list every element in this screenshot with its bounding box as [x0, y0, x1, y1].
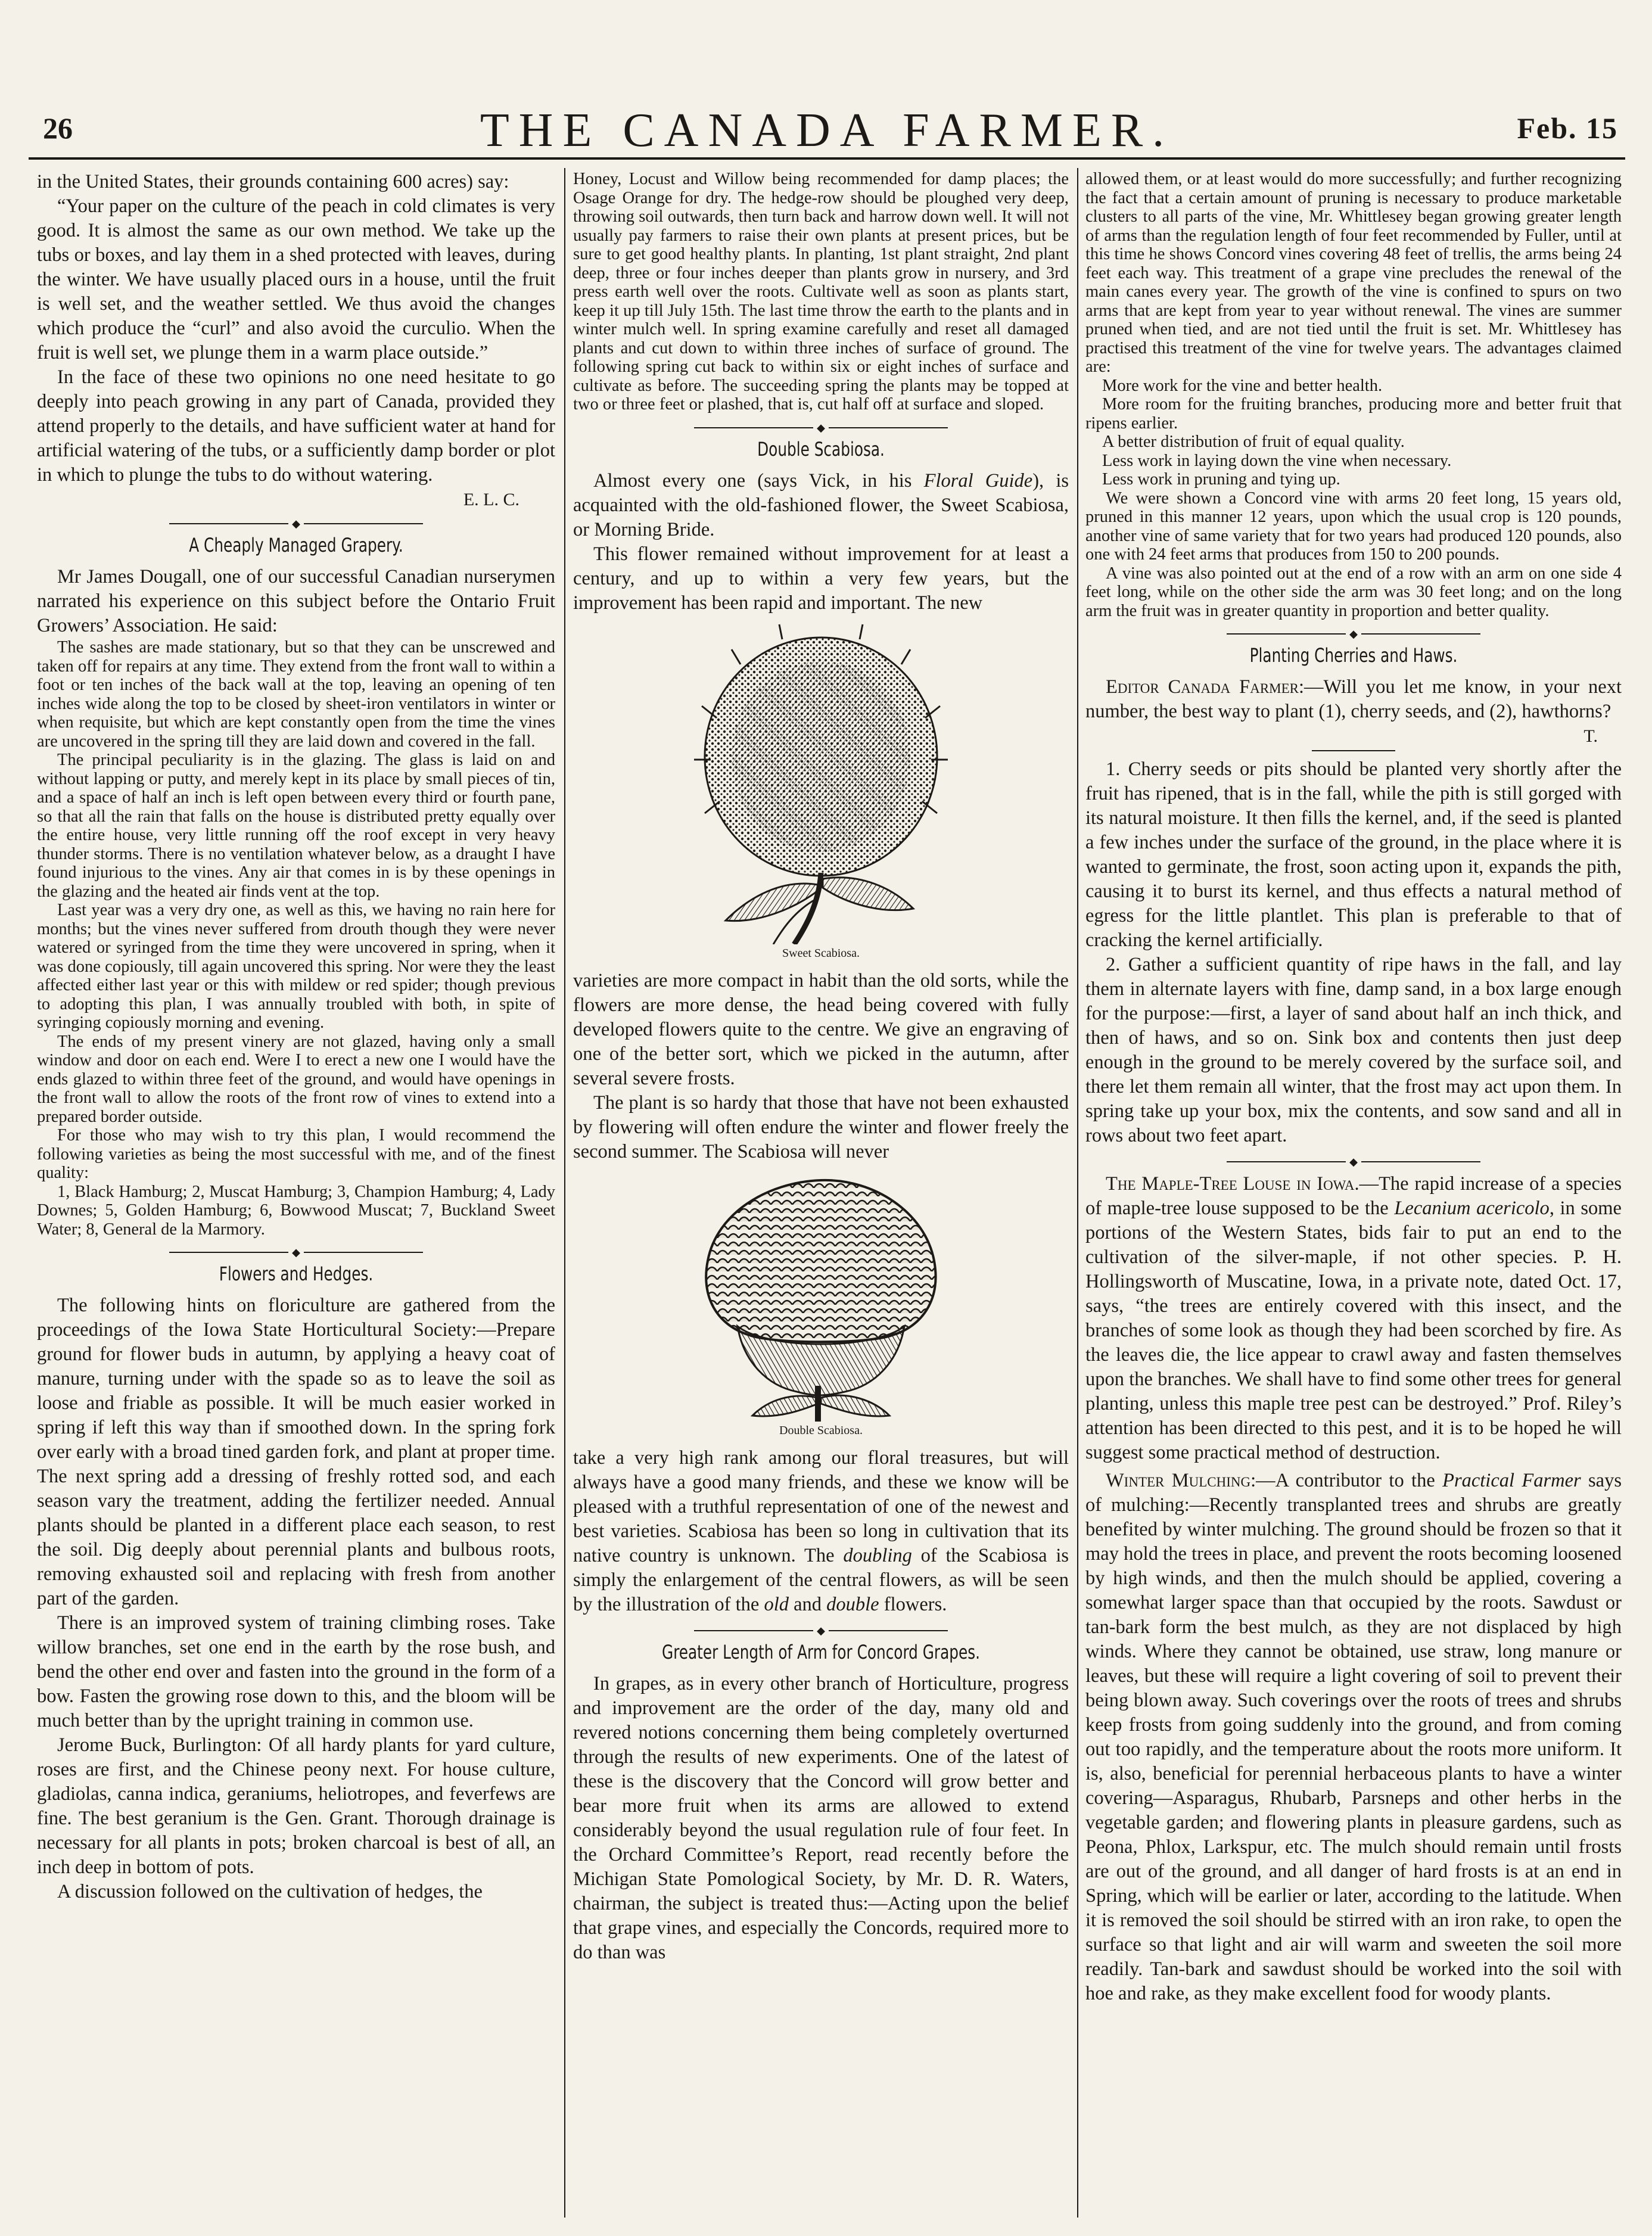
list-item: Less work in laying down the vine when necessary.: [1102, 451, 1452, 470]
separator: ◆: [573, 1628, 1069, 1634]
column-3: [1085, 170, 1622, 2219]
newspaper-title: THE CANADA FARMER.: [480, 104, 1174, 157]
list-item: A better distribution of fruit of equal quality.: [1102, 433, 1405, 451]
list-item: Less work in pruning and tying up.: [1102, 470, 1340, 489]
paragraph: Jerome Buck, Burlington: Of all hardy plants for yard culture, roses are first, and the Chinese peony next. For house culture, gladiolas, canna indica, geraniums, heliotropes, and feverfews are fine. The best geranium is the Gen. Grant. Thorough drainage is necessary for all plants in pots; broken charcoal is best of all, an inch deep in bottom of pots.: [37, 1734, 555, 1878]
paragraph: For those who may wish to try this plan, I would recommend the following varieties as being the most successful with me, and of the finest quality:: [37, 1126, 555, 1182]
paragraph: This flower remained without improvement for at least a century, and up to within a very few years, but the improvement has been rapid and important. The new: [573, 543, 1069, 614]
paragraph: Last year was a very dry one, as well as this, we having no rain here for months; but the vines never suffered from drouth though they were never watered or syringed from the time they were uncovered in spring, when it was done copiously, till again uncovered this spring. Nor were they the least affected either last year or this with mildew or red spider; though previous to adopting this plan, I was annually troubled with both, in spite of syringing copiously morning and evening.: [37, 901, 555, 1032]
signature: T.: [1583, 726, 1598, 746]
paragraph: A discussion followed on the cultivation of hedges, the: [57, 1881, 483, 1902]
paragraph: 2. Gather a sufficient quantity of ripe haws in the fall, and lay them in alternate layers with fine, damp sand, in a box large enough for the purpose:—first, a layer of sand about half an inch thick, and then of haws, and so on. Sink box and contents then just deep enough in the ground to be merely covered by the surface soil, and there let them remain all winter, that the frost may act upon them. In spring take up your box, mix the contents, and sow sand and all in rows about two feet apart.: [1085, 954, 1622, 1146]
paragraph: The principal peculiarity is in the glazing. The glass is laid on and without lapping or putty, and merely kept in its place by small pieces of tin, and a space of half an inch is left open between every third or fourth pane, so that all the rain that falls on the house is distributed pretty equally over the entire house, very little running off the roof except in very heavy thunder storms. There is no ventilation whatever below, as a draught I have found injurious to the vines. Any air that comes in is by these openings in the glazing and the heated air finds vent at the top.: [37, 751, 555, 901]
sweet-scabiosa-engraving: [693, 623, 949, 944]
short-rule: [1312, 750, 1395, 751]
paragraph: In grapes, as in every other branch of Horticulture, progress and improvement are the order of the day, many old and revered notions concerning them being completely overturned through the results of new experiments. One of the latest of these is the discovery that the Concord will grow better and bear more fruit when its arms are allowed to extend considerably beyond the usual regulation rule of four feet. In the Orchard Committee’s Report, read recently before the Michigan State Pomological Society, by Mr. D. R. Waters, chairman, the subject is treated thus:—Acting upon the belief that grape vines, and especially the Concords, required more to do than was: [573, 1672, 1069, 1963]
paragraph: The following hints on floriculture are gathered from the proceedings of the Iowa State Horticultural Society:—Prepare ground for flower buds in autumn, by applying a heavy coat of manure, turning under with the spade so as to leave the soil as loose and friable as possible. It will be much easier worked in spring if left this way than if smoothed down. In the spring fork over early with a broad tined garden fork, and plant at proper time. The next spring add a dressing of freshly rotted sod, and each season vary the treatment, adding the fertilizer needed. Annual plants should be planted in a different place each season, to rest the soil. Dig deeply about perennial plants and bulbous roots, removing exhausted soil and replacing with fresh from another part of the garden.: [37, 1295, 555, 1609]
separator: ◆: [37, 1249, 555, 1255]
separator: ◆: [37, 521, 555, 527]
list-item: More work for the vine and better health.: [1102, 376, 1383, 395]
masthead-rule: [29, 157, 1625, 160]
paragraph: Almost every one (says Vick, in his Floral Guide), is acquainted with the old-fashioned flower, the Sweet Scabiosa, or Morning Bride.: [573, 469, 1069, 540]
paragraph: Editor Canada Farmer:—Will you let me know, in your next number, the best way to plant (1), cherry seeds, and (2), hawthorns?: [1085, 676, 1622, 722]
double-scabiosa-engraving: [696, 1171, 946, 1422]
paragraph: Mr James Dougall, one of our successful Canadian nurserymen narrated his experience on this subject before the Ontario Fruit Growers’ Association. He said:: [37, 566, 555, 636]
paragraph: allowed them, or at least would do more successfully; and further recognizing the fact that a certain amount of pruning is necessary to produce marketable clusters to all parts of the vine, Mr. Whittlesey began growing greater length of arms than the regulation length of four feet recommended by Fuller, until at this time he shows Concord vines covering 48 feet of trellis, the arms being 24 feet each way. This treatment of a grape vine precludes the renewal of the main canes every year. The growth of the vine is confined to spurs on two arms that are kept from year to year without renewal. The vines are summer pruned when tied, and are not tied until the fruit is set. Mr. Whittlesey has practised this treatment of the vine for twelve years. The advantages claimed are:: [1085, 170, 1622, 376]
masthead: [29, 89, 1625, 155]
separator: ◆: [1085, 631, 1622, 637]
column-1: [37, 170, 555, 2219]
list-item: More room for the fruiting branches, producing more and better fruit that ripens earlier.: [1085, 395, 1622, 433]
signature: E. L. C.: [463, 490, 519, 509]
paragraph: The plant is so hardy that those that have not been exhausted by flowering will often endure the winter and flower freely the second summer. The Scabiosa will never: [573, 1091, 1069, 1162]
issue-date: Feb. 15: [1517, 111, 1618, 145]
paragraph: The sashes are made stationary, but so that they can be unscrewed and taken off for repairs at any time. They extend from the front wall to within a foot or ten inches of the back wall at the top, leaving an opening of ten inches wide along the top to be closed by sheet-iron ventilators in winter or when requisite, but which are kept constantly open from the time the vines are uncovered in the spring till they are laid down and covered in the fall.: [37, 638, 555, 751]
paragraph: There is an improved system of training climbing roses. Take willow branches, set one end in the earth by the rose bush, and bend the other end over and fasten into the ground in the form of a bow. Fasten the growing rose down to this, and the bloom will be much better than by the upright training in common use.: [37, 1612, 555, 1731]
column-2: [573, 170, 1069, 2219]
engraving-caption: Double Scabiosa.: [779, 1423, 863, 1437]
article-heading: Double Scabiosa.: [757, 437, 885, 461]
paragraph: In the face of these two opinions no one need hesitate to go deeply into peach growing in any part of Canada, provided they attend properly to the details, and have sufficient water at hand for artificial watering of the tubs, or a sufficiently damp border or plot in which to plunge the tubs to do without watering.: [37, 366, 555, 486]
paragraph: in the United States, their grounds containing 600 acres) say:: [37, 171, 509, 192]
paragraph: 1. Cherry seeds or pits should be planted very shortly after the fruit has ripened, that is in the fall, while the pith is still gorged with its natural moisture. It then fills the kernel, and, if the seed is planted a few inches under the surface of the ground, in the place where it is wanted to germinate, the frost, soon acting upon it, expands the pith, causing it to burst its kernel, and thus effects a natural method of egress for the little plantlet. This plan is preferable to that of cracking the kernel artificially.: [1085, 758, 1622, 951]
column-divider-2: [1077, 168, 1078, 2218]
page-number: 26: [43, 111, 73, 145]
paragraph: The ends of my present vinery are not glazed, having only a small window and door on each end. Were I to erect a new one I would have the ends glazed to within three feet of the ground, and would have openings in the front wall to allow the roots of the front row of vines to extend into a prepared border outside.: [37, 1032, 555, 1126]
paragraph: Winter Mulching:—A contributor to the Practical Farmer says of mulching:—Recently transplanted trees and shrubs are greatly benefited by winter mulching. The ground should be frozen so that it may hold the trees in place, and prevent the roots becoming loosened by high winds, and then the mulch should be applied, covering a somewhat larger space than that occupied by the roots. Sawdust or tan-bark form the best mulch, as they are not displaced by high winds. Where they cannot be obtained, use straw, long manure or leaves, but these will require a light covering of soil to prevent their being blown away. Such coverings over the roots of trees and shrubs keep frosts from going suddenly into the ground, and from coming out too rapidly, and the temperature about the roots more uniform. It is, also, beneficial for perennial herbaceous plants to have a winter covering—Asparagus, Rhubarb, Parsneps and other herbs in the vegetable garden; and flowering plants in pleasure gardens, such as Peona, Phlox, Larkspur, etc. The mulch should remain until frosts are out of the ground, and all danger of hard frosts is at an end in Spring, which will be earlier or later, according to the latitude. When it is removed the soil should be stirred with an iron rake, to open the surface so that light and air will warm and sweeten the soil more readily. Tan-bark and sawdust should be worked into the soil with hoe and rake, as they make excellent food for woody plants.: [1085, 1470, 1622, 2004]
paragraph: We were shown a Concord vine with arms 20 feet long, 15 years old, pruned in this manner 12 years, upon which the usual crop is 120 pounds, another vine of same variety that for two years had produced 120 pounds, also one with 24 feet arms that produces from 150 to 200 pounds.: [1085, 489, 1622, 564]
paragraph: 1, Black Hamburg; 2, Muscat Hamburg; 3, Champion Hamburg; 4, Lady Downes; 5, Golden Hamburg; 6, Bowwood Muscat; 7, Buckland Sweet Water; 8, General de la Marmory.: [37, 1182, 555, 1239]
paragraph: “Your paper on the culture of the peach in cold climates is very good. It is almost the same as our own method. We take up the tubs or boxes, and lay them in a shed protected with leaves, during the winter. We have usually placed ours in a house, until the fruit is well set, and the weather settled. We thus avoid the changes which produce the “curl” and also avoid the curculio. When the fruit is well set, we plunge them in a warm place outside.”: [37, 195, 555, 363]
paragraph: Honey, Locust and Willow being recommended for damp places; the Osage Orange for dry. The hedge-row should be ploughed very deep, throwing soil outwards, then turn back and harrow down well. It will not usually pay farmers to raise their own plants at present prices, but be sure to get good healthy plants. In planting, 1st plant straight, 2nd plant deep, three or four inches deeper than plants grow in nursery, and 3rd press earth well over the roots. Cultivate well as soon as plants start, keep it up till July 15th. The last time throw the earth to the plants and in winter mulch well. In spring examine carefully and reset all damaged plants and cut down to within three inches of surface of ground. The following spring cut back to within six or eight inches of surface and cultivate as before. The succeeding spring the plants may be topped at two or three feet or plashed, that is, cut half off at surface and sloped.: [573, 170, 1069, 413]
article-heading: Greater Length of Arm for Concord Grapes.: [662, 1640, 980, 1663]
article-heading: Planting Cherries and Haws.: [1249, 644, 1458, 667]
separator: ◆: [1085, 1159, 1622, 1165]
separator: ◆: [573, 425, 1069, 431]
paragraph: varieties are more compact in habit than the old sorts, while the flowers are more dense, the head being covered with fully developed flowers quite to the centre. We give an engraving of one of the better sort, which we picked in the autumn, after several severe frosts.: [573, 969, 1069, 1089]
column-divider-1: [564, 168, 565, 2218]
article-heading: A Cheaply Managed Grapery.: [189, 534, 403, 556]
paragraph: A vine was also pointed out at the end of a row with an arm on one side 4 feet long, while on the other side the arm was 30 feet long; and on the long arm the fruit was in greater quantity in proportion and better quality.: [1085, 564, 1622, 620]
article-heading: Flowers and Hedges.: [219, 1262, 374, 1285]
paragraph: take a very high rank among our floral treasures, but will always have a good many friends, and these we know will be pleased with a truthful representation of one of the newest and best varieties. Scabiosa has been so long in cultivation that its native country is unknown. The doubling of the Scabiosa is simply the enlargement of the central flowers, as will be seen by the illustration of the old and double flowers.: [573, 1447, 1069, 1615]
paragraph: The Maple-Tree Louse in Iowa.—The rapid increase of a species of maple-tree louse supposed to be the Lecanium acericolo, in some portions of the Western States, bids fair to put an end to the cultivation of the silver-maple, if not other species. P. H. Hollingsworth of Muscatine, Iowa, in a private note, dated Oct. 17, says, “the trees are entirely covered with this insect, and the branches of some look as though they had been scorched by fire. As the leaves die, the lice appear to crawl away and fasten themselves upon the branches. We shall have to find some other trees for general planting, unless this maple tree pest can be destroyed.” Prof. Riley’s attention has been directed to this pest, and it is to be hoped he will suggest some practical method of destruction.: [1085, 1173, 1622, 1463]
engraving-caption: Sweet Scabiosa.: [782, 946, 860, 960]
